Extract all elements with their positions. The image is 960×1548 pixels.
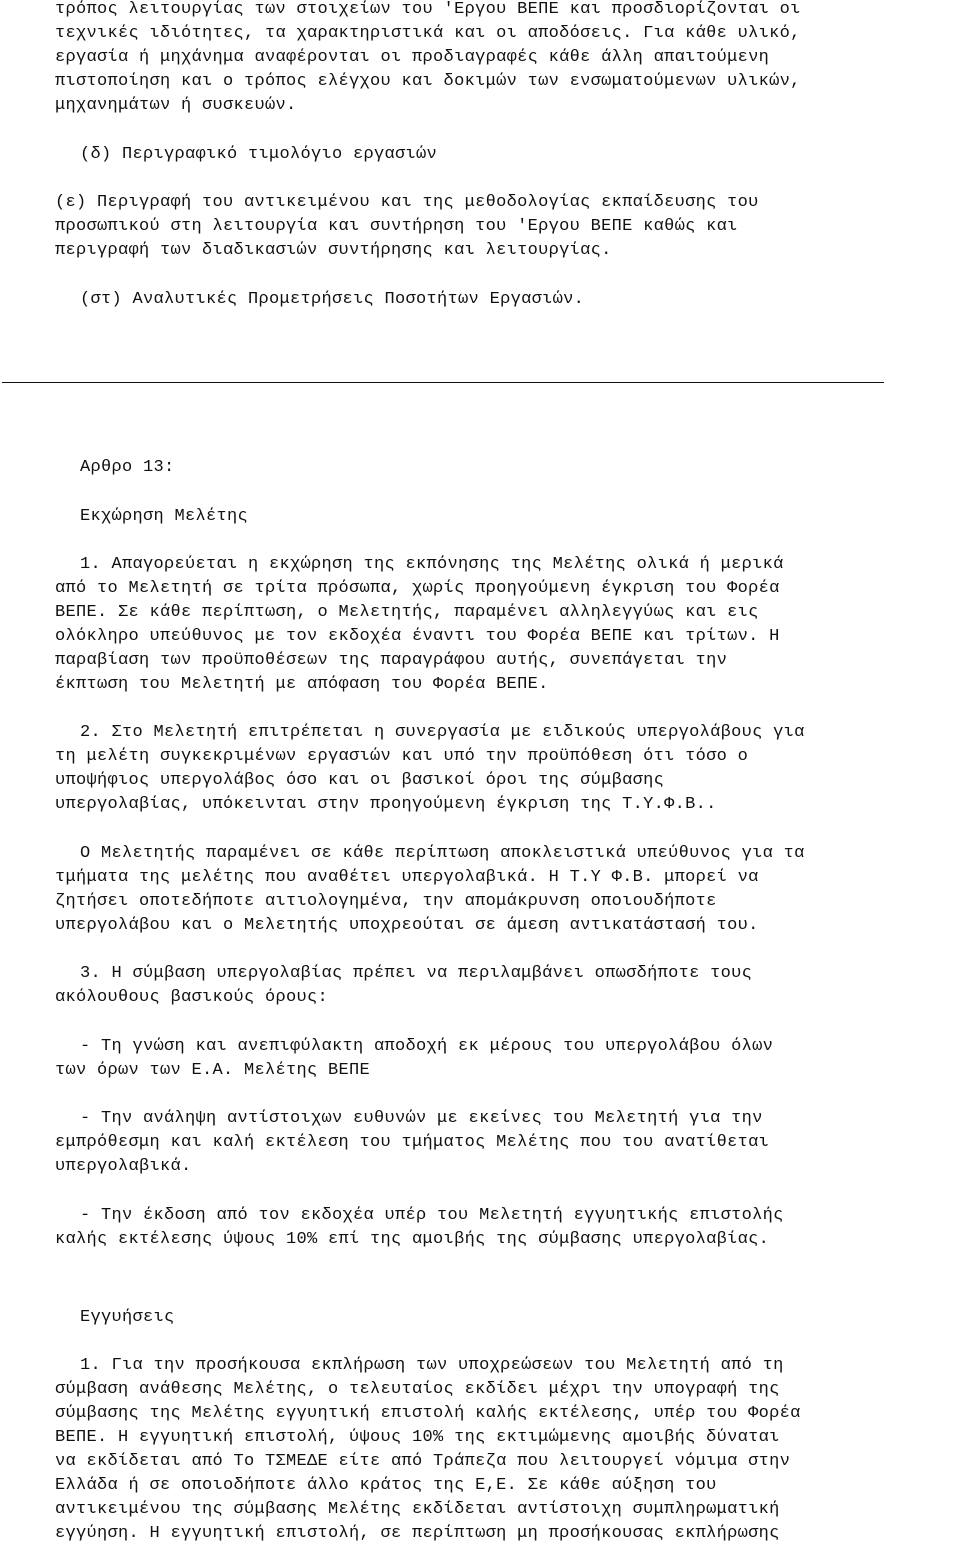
p2b-line-4: υπεργολάβου και ο Μελετητής υποχρεούται σε άμεση αντικατάστασή του.: [55, 916, 759, 935]
section2-title: Εγγυήσεις: [80, 1308, 175, 1327]
intro-line-3: εργασία ή μηχάνημα αναφέρονται οι προδιαγραφές κάθε άλλη απαιτούμενη: [55, 48, 770, 67]
g1-line-4: ΒΕΠΕ. Η εγγυητική επιστολή, ύψους 10% της εκτιμώμενης αμοιβής δύναται: [55, 1428, 780, 1447]
article-title: Αρθρο 13:: [80, 458, 175, 477]
item-d: (δ) Περιγραφικό τιμολόγιο εργασιών: [80, 145, 438, 164]
p1-line-3: ΒΕΠΕ. Σε κάθε περίπτωση, ο Μελετητής, παραμένει αλληλεγγύως και εις: [55, 603, 759, 622]
p2-line-4: υπεργολαβίας, υπόκεινται στην προηγούμενη έγκριση της Τ.Υ.Φ.Β..: [55, 795, 717, 814]
p2b-line-3: ζητήσει οποτεδήποτε αιτιολογημένα, την απομάκρυνση οποιουδήποτε: [55, 892, 717, 911]
intro-line-5: μηχανημάτων ή συσκευών.: [55, 96, 297, 115]
intro-line-1: τρόπος λειτουργίας των στοιχείων του 'Εργου ΒΕΠΕ και προσδιορίζονται οι: [55, 0, 801, 19]
item-e-line-2: προσωπικού στη λειτουργία και συντήρηση του 'Εργου ΒΕΠΕ καθώς και: [55, 217, 738, 236]
g1-line-1: 1. Για την προσήκουσα εκπλήρωση των υποχρεώσεων του Μελετητή από τη: [80, 1356, 784, 1375]
p3-line-1: 3. Η σύμβαση υπεργολαβίας πρέπει να περιλαμβάνει οπωσδήποτε τους: [80, 964, 753, 983]
g1-line-3: σύμβασης της Μελέτης εγγυητική επιστολή καλής εκτέλεσης, υπέρ του Φορέα: [55, 1404, 801, 1423]
item-st: (στ) Αναλυτικές Προμετρήσεις Ποσοτήτων Εργασιών.: [80, 290, 585, 309]
bullet1-line-2: των όρων των Ε.Α. Μελέτης ΒΕΠΕ: [55, 1061, 371, 1080]
p2-line-1: 2. Στο Μελετητή επιτρέπεται η συνεργασία με ειδικούς υπεργολάβους για: [80, 723, 805, 742]
bullet2-line-2: εμπρόθεσμη και καλή εκτέλεση του τμήματος Μελέτης που του ανατίθεται: [55, 1133, 770, 1152]
p2-line-3: υποψήφιος υπεργολάβος όσο και οι βασικοί όροι της σύμβασης: [55, 771, 665, 790]
bullet2-line-1: - Την ανάληψη αντίστοιχων ευθυνών με εκείνες του Μελετητή για την: [80, 1109, 763, 1128]
g1-line-6: Ελλάδα ή σε οποιοδήποτε άλλο κράτος της Ε,Ε. Σε κάθε αύξηση του: [55, 1476, 717, 1495]
item-e-line-1: (ε) Περιγραφή του αντικειμένου και της μεθοδολογίας εκπαίδευσης του: [55, 193, 759, 212]
item-e-line-3: περιγραφή των διαδικασιών συντήρησης και λειτουργίας.: [55, 241, 612, 260]
p1-line-1: 1. Απαγορεύεται η εκχώρηση της εκπόνησης της Μελέτης ολικά ή μερικά: [80, 555, 784, 574]
g1-line-8: εγγύηση. Η εγγυητική επιστολή, σε περίπτωση μη προσήκουσας εκπλήρωσης: [55, 1524, 780, 1543]
g1-line-7: αντικειμένου της σύμβασης Μελέτης εκδίδεται αντίστοιχη συμπληρωματική: [55, 1500, 780, 1519]
bullet3-line-2: καλής εκτέλεσης ύψους 10% επί της αμοιβής της σύμβασης υπεργολαβίας.: [55, 1230, 770, 1249]
bullet1-line-1: - Τη γνώση και ανεπιφύλακτη αποδοχή εκ μέρους του υπεργολάβου όλων: [80, 1037, 774, 1056]
g1-line-5: να εκδίδεται από Το ΤΣΜΕΔΕ είτε από Τράπεζα που λειτουργεί νόμιμα στην: [55, 1452, 791, 1471]
section-divider: [2, 382, 884, 383]
p1-line-5: παραβίαση των προϋποθέσεων της παραγράφου αυτής, συνεπάγεται την: [55, 651, 728, 670]
p2-line-2: τη μελέτη συγκεκριμένων εργασιών και υπό την προϋπόθεση ότι τόσο ο: [55, 747, 749, 766]
p3-line-2: ακόλουθους βασικούς όρους:: [55, 988, 329, 1007]
g1-line-2: σύμβαση ανάθεσης Μελέτης, ο τελευταίος εκδίδει μέχρι την υπογραφή της: [55, 1380, 780, 1399]
article-subtitle: Εκχώρηση Μελέτης: [80, 507, 249, 526]
p2b-line-1: Ο Μελετητής παραμένει σε κάθε περίπτωση αποκλειστικά υπεύθυνος για τα: [80, 844, 805, 863]
bullet3-line-1: - Την έκδοση από τον εκδοχέα υπέρ του Μελετητή εγγυητικής επιστολής: [80, 1206, 784, 1225]
intro-line-4: πιστοποίηση και ο τρόπος ελέγχου και δοκιμών των ενσωματούμενων υλικών,: [55, 72, 801, 91]
p1-line-2: από το Μελετητή σε τρίτα πρόσωπα, χωρίς προηγούμενη έγκριση του Φορέα: [55, 579, 780, 598]
p1-line-6: έκπτωση του Μελετητή με απόφαση του Φορέα ΒΕΠΕ.: [55, 675, 549, 694]
p2b-line-2: τμήματα της μελέτης που αναθέτει υπεργολαβικά. Η Τ.Υ Φ.Β. μπορεί να: [55, 868, 759, 887]
bullet2-line-3: υπεργολαβικά.: [55, 1157, 192, 1176]
intro-line-2: τεχνικές ιδιότητες, τα χαρακτηριστικά και οι αποδόσεις. Για κάθε υλικό,: [55, 24, 801, 43]
p1-line-4: ολόκληρο υπεύθυνος με τον εκδοχέα έναντι του Φορέα ΒΕΠΕ και τρίτων. Η: [55, 627, 780, 646]
